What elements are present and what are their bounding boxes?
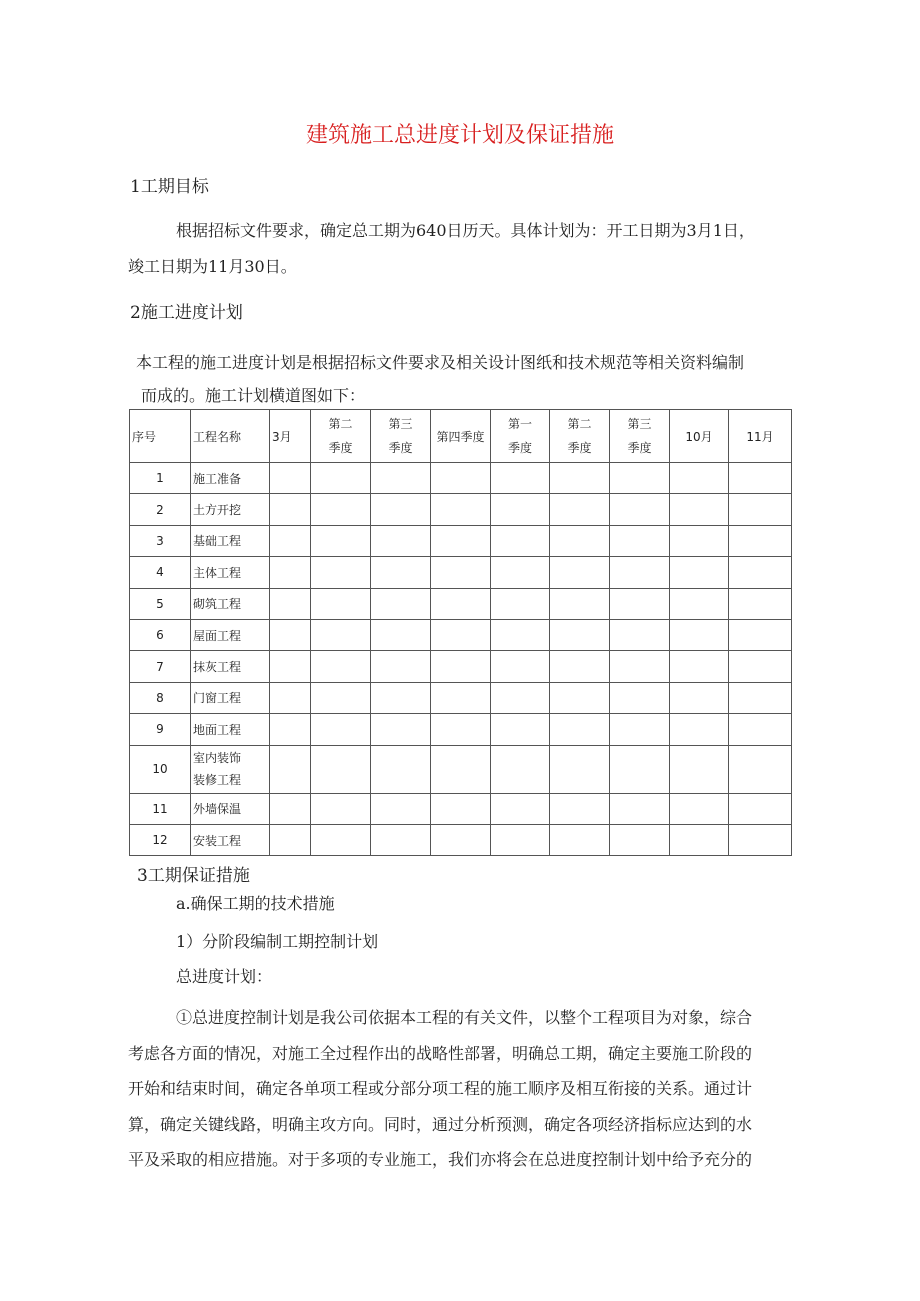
schedule-cell [670,557,729,588]
schedule-cell [371,793,431,824]
schedule-cell [270,745,311,793]
work-item-name-line: 装修工程 [193,773,242,788]
schedule-cell [311,793,371,824]
row-number-cell: 8 [130,682,191,713]
schedule-cell [670,588,729,619]
paragraph-line: 考虑各方面的情况，对施工全过程作出的战略性部署，明确总工期，确定主要施工阶段的 [128,1043,753,1063]
schedule-cell [371,557,431,588]
schedule-cell [670,525,729,556]
row-number-cell: 4 [130,557,191,588]
schedule-cell [610,588,670,619]
schedule-cell [610,651,670,682]
schedule-cell [371,651,431,682]
schedule-cell [550,463,610,494]
schedule-cell [610,619,670,650]
schedule-cell [550,714,610,745]
table-row [130,494,792,525]
schedule-cell [670,463,729,494]
schedule-cell [371,824,431,855]
schedule-cell [491,619,550,650]
table-row [130,557,792,588]
row-number-cell: 6 [130,619,191,650]
schedule-cell [670,714,729,745]
work-item-name-cell: 地面工程 [191,714,270,745]
paragraph-line: 开始和结束时间，确定各单项工程或分部分项工程的施工顺序及相互衔接的关系。通过计 [128,1079,753,1098]
schedule-cell [729,682,792,713]
schedule-cell [729,824,792,855]
schedule-cell [670,824,729,855]
schedule-cell [270,588,311,619]
schedule-cell [311,494,371,525]
header-cell [491,410,550,463]
table-row [130,745,792,793]
section-1-heading: 1工期目标 [130,177,209,197]
header-cell: 序号 [130,410,191,463]
section-2-heading: 2施工进度计划 [130,303,243,323]
work-item-name-cell: 抹灰工程 [191,651,270,682]
schedule-cell [610,714,670,745]
header-line: 季度 [627,441,652,455]
header-line: 季度 [388,441,413,455]
work-item-name-cell [191,745,270,793]
schedule-cell [491,651,550,682]
schedule-cell [729,557,792,588]
header-cell: 3月 [270,410,311,463]
schedule-cell [270,494,311,525]
schedule-cell [729,745,792,793]
header-cell [311,410,371,463]
schedule-cell [670,651,729,682]
section-3-heading: 3工期保证措施 [137,866,250,886]
section-3-paragraph [128,1000,800,1178]
schedule-cell [431,557,491,588]
paragraph-line: 根据招标文件要求，确定总工期为640日历天。具体计划为：开工日期为3月1日， [176,221,755,240]
schedule-cell [371,714,431,745]
schedule-cell [431,714,491,745]
schedule-cell [670,745,729,793]
header-line: 季度 [328,441,353,455]
schedule-cell [550,824,610,855]
schedule-cell [431,588,491,619]
schedule-cell [491,494,550,525]
row-number-cell: 7 [130,651,191,682]
schedule-cell [371,619,431,650]
header-line: 第三 [627,417,652,431]
work-item-name-cell: 屋面工程 [191,619,270,650]
schedule-cell [270,651,311,682]
header-cell: 工程名称 [191,410,270,463]
schedule-cell [550,525,610,556]
schedule-cell [550,745,610,793]
paragraph-line: 平及采取的相应措施。对于多项的专业施工，我们亦将会在总进度控制计划中给予充分的 [128,1150,753,1169]
schedule-cell [550,494,610,525]
table-row [130,619,792,650]
schedule-cell [491,463,550,494]
schedule-cell [729,588,792,619]
schedule-cell [670,793,729,824]
schedule-cell [431,525,491,556]
schedule-cell [270,682,311,713]
schedule-cell [491,745,550,793]
schedule-cell [729,651,792,682]
header-line: 季度 [507,441,532,455]
schedule-cell [311,463,371,494]
schedule-cell [270,793,311,824]
work-item-name-cell: 土方开挖 [191,494,270,525]
table-row [130,525,792,556]
schedule-cell [431,793,491,824]
schedule-cell [311,525,371,556]
header-cell: 第四季度 [431,410,491,463]
work-item-name-line: 室内装饰 [193,751,242,766]
table-row [130,588,792,619]
subheading-a: a.确保工期的技术措施 [176,894,335,913]
schedule-cell [610,494,670,525]
work-item-name-cell: 施工准备 [191,463,270,494]
schedule-cell [371,525,431,556]
schedule-cell [550,651,610,682]
schedule-cell [729,525,792,556]
schedule-cell [491,588,550,619]
schedule-cell [550,793,610,824]
schedule-cell [729,619,792,650]
schedule-cell [311,745,371,793]
schedule-cell [431,745,491,793]
schedule-cell [311,682,371,713]
header-line: 第二 [567,417,592,431]
header-line: 第一 [507,417,532,431]
schedule-table [129,409,792,856]
schedule-cell [491,557,550,588]
row-number-cell: 2 [130,494,191,525]
row-number-cell: 1 [130,463,191,494]
table-row [130,714,792,745]
table-row [130,824,792,855]
paragraph-line: 算，确定关键线路，明确主攻方向。同时，通过分析预测，确定各项经济指标应达到的水 [128,1114,753,1134]
section-2-line: 本工程的施工进度计划是根据招标文件要求及相关设计图纸和技术规范等相关资料编制 [136,353,745,372]
schedule-cell [729,463,792,494]
table-header-row [130,410,792,463]
schedule-cell [491,525,550,556]
schedule-cell [670,682,729,713]
header-line: 第三 [388,417,413,431]
schedule-cell [311,557,371,588]
schedule-cell [670,494,729,525]
schedule-cell [371,463,431,494]
paragraph-line: ①总进度控制计划是我公司依据本工程的有关文件，以整个工程项目为对象，综合 [176,1008,753,1027]
paragraph-line: 竣工日期为11月30日。 [128,256,297,276]
header-cell [610,410,670,463]
schedule-cell [491,682,550,713]
table-row [130,682,792,713]
schedule-cell [270,619,311,650]
schedule-cell [311,714,371,745]
schedule-cell [371,682,431,713]
work-item-name-cell: 安装工程 [191,824,270,855]
schedule-cell [431,619,491,650]
schedule-cell [311,619,371,650]
table-row [130,651,792,682]
row-number-cell: 3 [130,525,191,556]
row-number-cell: 10 [130,745,191,793]
schedule-cell [610,463,670,494]
schedule-cell [550,619,610,650]
schedule-cell [491,714,550,745]
schedule-cell [431,494,491,525]
schedule-cell [610,557,670,588]
schedule-cell [311,651,371,682]
schedule-cell [729,494,792,525]
schedule-cell [311,824,371,855]
schedule-cell [371,494,431,525]
schedule-cell [610,525,670,556]
schedule-cell [270,463,311,494]
schedule-cell [729,793,792,824]
subheading-total-schedule: 总进度计划： [176,967,273,986]
schedule-cell [431,682,491,713]
row-number-cell: 9 [130,714,191,745]
schedule-cell [610,824,670,855]
work-item-name-cell: 基础工程 [191,525,270,556]
table-row [130,463,792,494]
schedule-cell [550,588,610,619]
schedule-cell [491,793,550,824]
header-line: 第二 [328,417,353,431]
schedule-cell [431,824,491,855]
work-item-name-cell: 门窗工程 [191,682,270,713]
schedule-cell [610,793,670,824]
schedule-cell [550,682,610,713]
schedule-cell [670,619,729,650]
schedule-cell [610,682,670,713]
schedule-cell [270,525,311,556]
header-cell [371,410,431,463]
header-cell: 10月 [670,410,729,463]
schedule-cell [270,824,311,855]
document-title: 建筑施工总进度计划及保证措施 [305,123,614,148]
schedule-cell [610,745,670,793]
schedule-cell [491,824,550,855]
subheading-1: 1）分阶段编制工期控制计划 [176,932,379,951]
header-line: 季度 [567,441,592,455]
section-2-line: 而成的。施工计划横道图如下： [141,386,366,405]
work-item-name-cell: 主体工程 [191,557,270,588]
table-row [130,793,792,824]
section-1-paragraph [128,213,800,284]
schedule-cell [371,745,431,793]
schedule-cell [270,557,311,588]
header-cell: 11月 [729,410,792,463]
schedule-cell [431,463,491,494]
schedule-cell [729,714,792,745]
schedule-cell [311,588,371,619]
schedule-cell [270,714,311,745]
schedule-cell [371,588,431,619]
header-cell [550,410,610,463]
row-number-cell: 12 [130,824,191,855]
work-item-name-cell: 砌筑工程 [191,588,270,619]
schedule-cell [431,651,491,682]
schedule-cell [550,557,610,588]
work-item-name-cell: 外墙保温 [191,793,270,824]
row-number-cell: 11 [130,793,191,824]
row-number-cell: 5 [130,588,191,619]
